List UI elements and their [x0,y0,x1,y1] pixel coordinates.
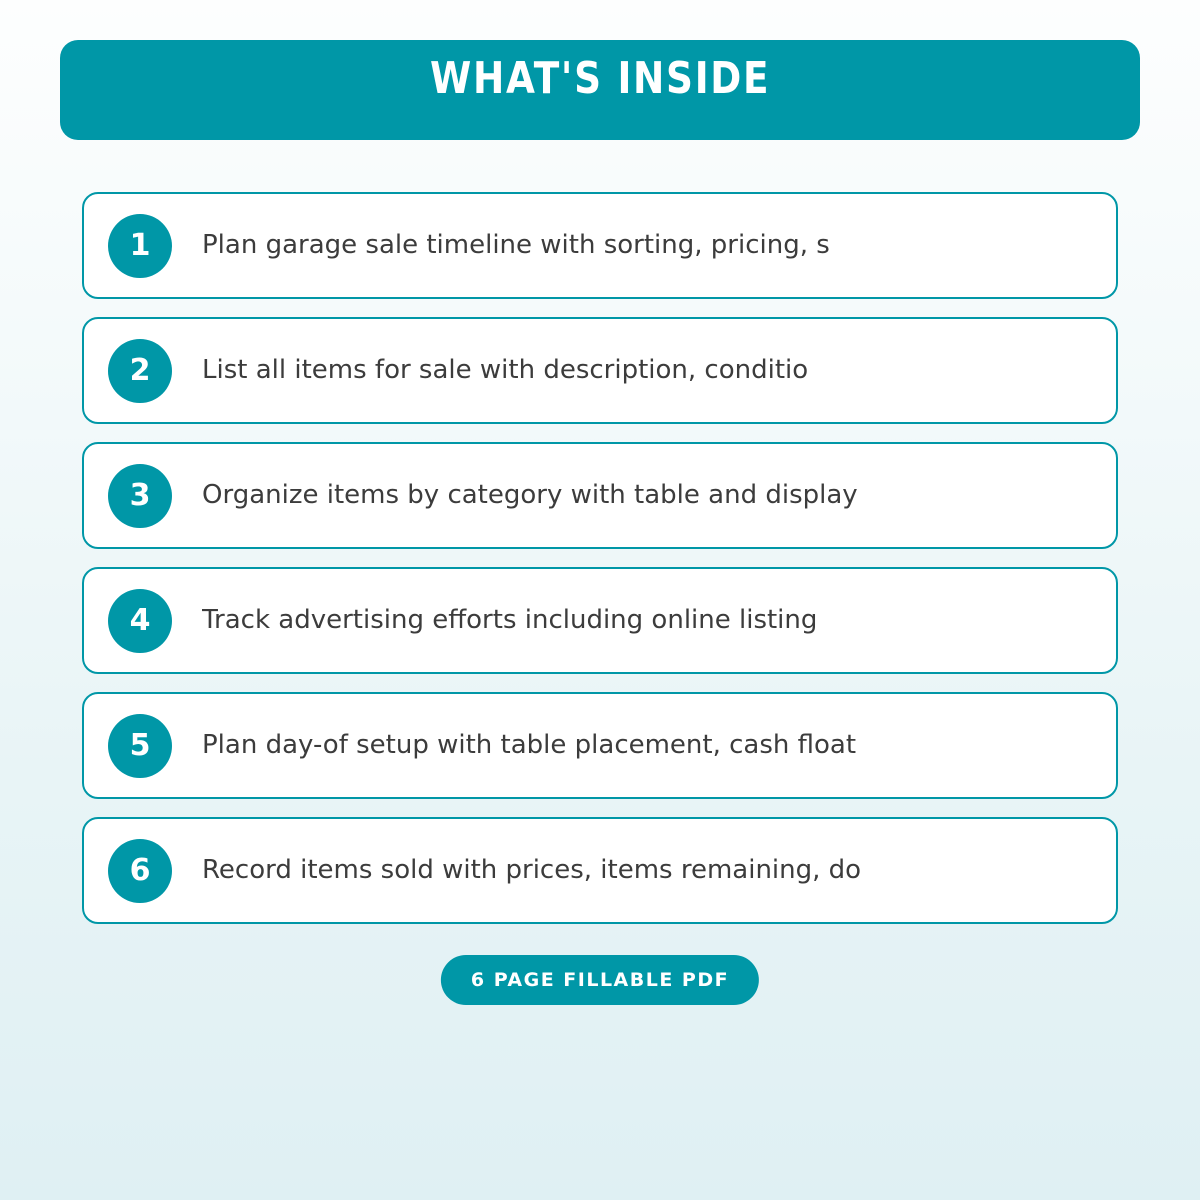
item-number-badge: 4 [108,589,172,653]
item-number-badge: 1 [108,214,172,278]
item-label: List all items for sale with description, conditio [202,354,809,385]
list-item [82,692,1118,799]
item-label: Record items sold with prices, items remaining, do [202,854,862,885]
list-item [82,567,1118,674]
page-title: WHAT'S INSIDE [429,53,771,104]
item-label: Plan day-of setup with table placement, cash float [202,729,857,760]
item-number-badge: 6 [108,839,172,903]
list-item [82,317,1118,424]
list-item [82,817,1118,924]
item-label: Plan garage sale timeline with sorting, pricing, s [202,229,830,260]
item-label: Organize items by category with table and display [202,479,858,510]
item-label: Track advertising efforts including online listing [202,604,818,635]
page-count-badge: 6 PAGE FILLABLE PDF [441,955,759,1005]
item-number-badge: 3 [108,464,172,528]
items-list [82,192,1118,942]
item-number-badge: 5 [108,714,172,778]
list-item [82,442,1118,549]
item-number-badge: 2 [108,339,172,403]
list-item [82,192,1118,299]
header-banner [60,40,1140,140]
